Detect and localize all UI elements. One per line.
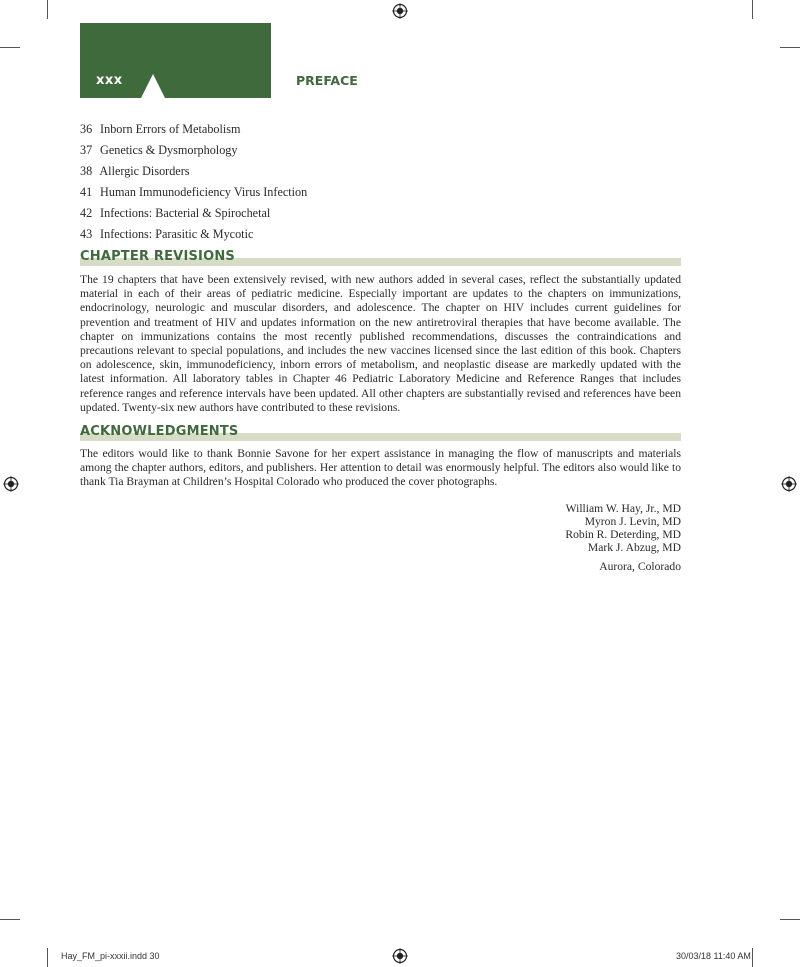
list-item xyxy=(80,161,307,182)
section-title: ACKNOWLEDGMENTS xyxy=(80,424,239,439)
section-heading xyxy=(80,425,681,441)
location: Aurora, Colorado xyxy=(599,560,681,573)
chapter-number: 41 xyxy=(80,185,93,199)
crop-mark xyxy=(752,0,753,19)
header-notch xyxy=(141,74,165,98)
list-item xyxy=(80,224,307,245)
slug-datetime: 30/03/18 11:40 AM xyxy=(676,951,751,961)
registration-mark-icon xyxy=(781,476,797,492)
list-item xyxy=(80,119,307,140)
chapter-title: Genetics & Dysmorphology xyxy=(100,143,238,157)
chapter-number: 43 xyxy=(80,227,93,241)
crop-mark xyxy=(47,0,48,19)
crop-mark xyxy=(47,948,48,967)
revisions-paragraph: The 19 chapters that have been extensively revised, with new authors added in several cases, reflect the substantially updated material in each of their areas of pediatric medicine. Especially important are updates to the chapters on immunizations, endocrinology, neurologic and muscular disorders, and adolescence. The chapter on HIV includes current guidelines for prevention and treatment of HIV and updates information on the new antiretroviral therapies that have become available. The chapter on immunizations contains the most recently published recommendations, discusses the contraindications and precautions relevant to special populations, and includes the new vaccines licensed since the last edition of this book. Chapters on adolescence, skin, immunodeficiency, inborn errors of metabolism, and neoplastic disease are markedly updated with the latest information. All laboratory tables in Chapter 46 Pediatric Laboratory Medicine and Reference Ranges that includes reference ranges and reference intervals have been updated. All other chapters are substantially revised and references have been updated. Twenty-six new authors have contributed to these revisions. xyxy=(80,273,681,414)
section-title: CHAPTER REVISIONS xyxy=(80,249,235,264)
slug-filename: Hay_FM_pi-xxxii.indd 30 xyxy=(61,951,160,961)
registration-mark-icon xyxy=(392,948,408,964)
crop-mark xyxy=(0,47,20,48)
chapter-number: 36 xyxy=(80,122,93,136)
chapter-title: Infections: Bacterial & Spirochetal xyxy=(100,206,271,220)
registration-mark-icon xyxy=(392,3,408,19)
crop-mark xyxy=(752,948,753,967)
page-number: xxx xyxy=(96,73,123,88)
chapter-title: Human Immunodeficiency Virus Infection xyxy=(100,185,308,199)
section-heading xyxy=(80,250,681,266)
chapter-title: Inborn Errors of Metabolism xyxy=(100,122,241,136)
editor-signatures xyxy=(565,502,681,554)
list-item xyxy=(80,182,307,203)
editor-name: Robin R. Deterding, MD xyxy=(565,528,681,541)
acknowledgments-paragraph: The editors would like to thank Bonnie Savone for her expert assistance in managing the flow of manuscripts and materials among the chapter authors, editors, and publishers. Her attention to detail was enormously helpful. The editors also would like to thank Tia Brayman at Children’s Hospital Colorado who produced the cover photographs. xyxy=(80,447,681,489)
chapter-number: 38 xyxy=(80,164,93,178)
crop-mark xyxy=(780,919,800,920)
crop-mark xyxy=(0,919,20,920)
editor-name: Mark J. Abzug, MD xyxy=(587,541,681,554)
chapter-title: Infections: Parasitic & Mycotic xyxy=(100,227,254,241)
chapter-title: Allergic Disorders xyxy=(99,164,190,178)
running-head: PREFACE xyxy=(296,73,358,88)
list-item xyxy=(80,140,307,161)
registration-mark-icon xyxy=(3,476,19,492)
chapter-number: 37 xyxy=(80,143,93,157)
editor-name: Myron J. Levin, MD xyxy=(584,515,681,528)
crop-mark xyxy=(780,47,800,48)
list-item xyxy=(80,203,307,224)
editor-name: William W. Hay, Jr., MD xyxy=(565,502,681,515)
chapter-number: 42 xyxy=(80,206,93,220)
chapter-list xyxy=(80,119,307,245)
